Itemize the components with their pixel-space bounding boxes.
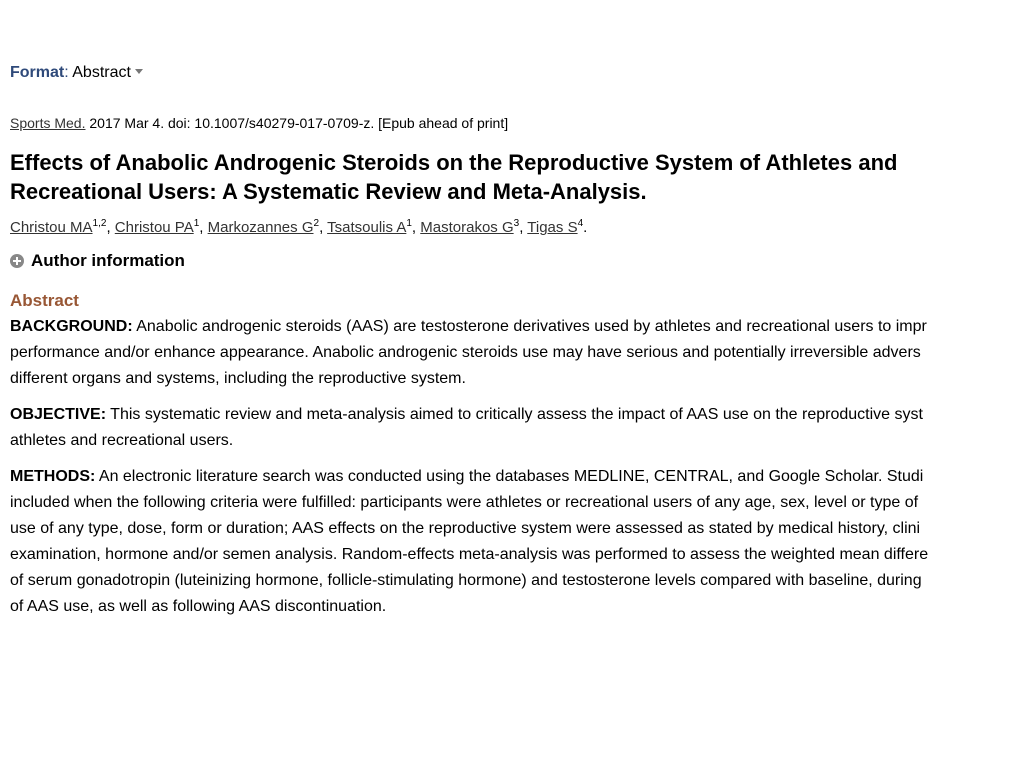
abstract-section-background — [10, 314, 1024, 392]
author-link[interactable]: Tsatsoulis A — [327, 219, 407, 236]
section-label: OBJECTIVE: — [10, 406, 107, 423]
author-link[interactable]: Tigas S — [527, 219, 578, 236]
abstract-line — [10, 314, 1024, 340]
format-dropdown[interactable] — [72, 64, 143, 81]
article-title — [10, 148, 1010, 206]
author-link[interactable]: Christou MA — [10, 219, 93, 236]
citation — [10, 115, 508, 131]
author-information-label[interactable]: Author information — [31, 251, 185, 270]
abstract-line: performance and/or enhance appearance. Anabolic androgenic steroids use may have serious and potentially irreversible advers — [10, 344, 921, 361]
article-title-line-2: Recreational Users: A Systematic Review and Meta-Analysis. — [10, 179, 647, 204]
abstract-section-objective — [10, 402, 1024, 454]
abstract-line: of serum gonadotropin (luteinizing hormone, follicle-stimulating hormone) and testosterone levels compared with baseline, during — [10, 572, 922, 589]
citation-details: 2017 Mar 4. doi: 10.1007/s40279-017-0709-z. [Epub ahead of print] — [85, 115, 509, 131]
abstract-line: use of any type, dose, form or duration; AAS effects on the reproductive system were assessed as stated by medical history, clini — [10, 520, 921, 537]
abstract-line — [10, 464, 1024, 490]
abstract-line — [10, 402, 1024, 428]
format-selector — [10, 64, 143, 82]
author-affiliation: 3 — [513, 218, 520, 229]
caret-down-icon[interactable] — [135, 69, 143, 74]
section-label: BACKGROUND: — [10, 318, 133, 335]
author-link[interactable]: Mastorakos G — [420, 219, 514, 236]
article-title-line-1: Effects of Anabolic Androgenic Steroids on the Reproductive System of Athletes and — [10, 150, 898, 175]
section-text: This systematic review and meta-analysis aimed to critically assess the impact of AAS use on the reproductive syst — [106, 406, 923, 423]
abstract-heading: Abstract — [10, 291, 79, 310]
author-separator: , — [106, 219, 115, 236]
abstract-section-methods — [10, 464, 1024, 620]
abstract-page — [10, 0, 1024, 768]
section-text: Anabolic androgenic steroids (AAS) are testosterone derivatives used by athletes and recreational users to impr — [132, 318, 927, 335]
format-colon: : — [64, 64, 69, 81]
author-separator: , — [519, 219, 528, 236]
author-list — [10, 219, 587, 236]
author-link[interactable]: Christou PA — [114, 219, 194, 236]
author-separator: , — [411, 219, 421, 236]
plus-circle-icon[interactable] — [10, 254, 24, 268]
abstract-line: included when the following criteria were fulfilled: participants were athletes or recreational users of any age, sex, level or type of — [10, 494, 919, 511]
format-value[interactable]: Abstract — [72, 64, 131, 81]
author-information-toggle[interactable] — [10, 251, 185, 271]
author-affiliation: 2 — [313, 218, 320, 229]
author-affiliation: 4 — [577, 218, 584, 229]
author-affiliation: 1 — [406, 218, 412, 229]
author-separator: , — [319, 219, 328, 236]
abstract-line: athletes and recreational users. — [10, 432, 234, 449]
journal-link[interactable]: Sports Med. — [10, 115, 86, 131]
format-label: Format — [10, 64, 65, 81]
author-separator: , — [199, 219, 208, 236]
author-affiliation: 1,2 — [92, 218, 107, 229]
abstract-line: of AAS use, as well as following AAS discontinuation. — [10, 598, 387, 615]
abstract-line: different organs and systems, including the reproductive system. — [10, 370, 466, 387]
author-affiliation: 1 — [193, 218, 200, 229]
abstract-body — [10, 314, 1024, 630]
section-label: METHODS: — [10, 468, 96, 485]
author-separator: . — [583, 219, 588, 236]
author-link[interactable]: Markozannes G — [207, 219, 314, 236]
section-text: An electronic literature search was conducted using the databases MEDLINE, CENTRAL, and Google Scholar. Studi — [95, 468, 924, 485]
abstract-line: examination, hormone and/or semen analysis. Random-effects meta-analysis was performed to assess the weighted mean differe — [10, 546, 929, 563]
